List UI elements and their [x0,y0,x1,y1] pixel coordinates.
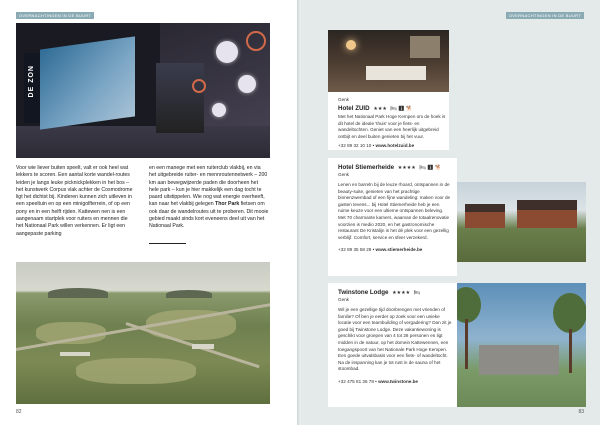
photo-cabin [479,345,559,375]
photo-light-circle [212,103,226,117]
photo-trunk [569,329,572,373]
hotel-location: Genk [338,172,349,177]
article-paragraph: Voor wie liever buiten speelt, valt er ook heel wat lekkers te scoren. Een aantal korte wandel-routes leiden je langs leuke picknickplekken in het bos – het kunstwerk Corpus vlak achter de Cosmodrome ligt het dichtst bij. Kinderen kunnen zich uitleven in een speeltuin en op een minigolfterrein, of op een pony en in een helft rijden. Kattewen nen is een aangenaam startplek voor ruiters en mennen die het Nationaal Park willen verkennen. Er ligt een aangepaste parking [16,165,133,237]
hotel-stars: ★★★★ [397,165,416,171]
right-page [301,0,600,425]
museum-interior-photo [16,23,270,158]
hotel-name-text: Hotel Stiemerheide [338,164,395,171]
hotel-card-twinstone [328,283,457,407]
hotel-card-zuid [328,92,449,150]
article-column-1 [16,165,136,238]
hotel-zuid-photo [328,30,449,92]
article-text: fietsen om ook daar de wandelroutes uit te proberen. Dit mooie gebied maakt sinds kort eveneens deel uit van het Nationaal Park. [149,201,269,230]
hotel-name [338,105,446,112]
hotel-phone: +32 89 35 58 28 [338,247,372,253]
twinstone-lodge-photo [457,283,586,407]
hotel-description: Lenen en barreln bij de leuze rhoard, ontspannen in de beauty-suite, genieten van het prachtige binnenzwembad of een fijne wandeling: maken voor de gasten tevens... bij Hotel Stiemerheide heb je een ruime keuze voor een ultieme ontspannen beleving. Met 70 charmante kamers, waarvan de totaalrenovatie voorzien is medio 2020, en het gastronomische restaurant De Kristalijn is het dé plek voor een gezellig verblijf. Comfort, service en sfeer verzekerd. [338,182,451,240]
photo-bed [366,66,426,80]
left-page [0,0,297,425]
hotel-website[interactable]: www.stiemerheide.be [375,247,423,253]
hotel-name [338,164,452,171]
hotel-name [338,289,452,296]
photo-trunk [465,319,468,369]
photo-building [465,212,505,228]
hotel-contact: +32 89 35 58 28 • www.stiemerheide.be [338,247,423,253]
photo-tree [457,287,481,323]
hotel-location: Genk [338,297,349,302]
amenity-icons: 🛏 ℹ 🐕 [390,106,413,112]
photo-red-ring [192,79,206,93]
page-number: 83 [578,409,584,415]
photo-sign-text: DE ZON [28,65,35,98]
photo-red-ring [246,31,266,51]
photo-field [76,358,196,384]
amenity-icons: 🛏 ℹ 🐕 [419,165,442,171]
hotel-name-text: Twinstone Lodge [338,289,389,296]
photo-roof [517,200,577,210]
running-header-left: OVERNACHTINGEN IN DE BUURT [16,12,94,19]
photo-building [60,352,90,356]
article-bold-text: Thor Park [215,201,240,208]
hotel-stars: ★★★★ [392,290,411,296]
photo-stand [156,63,204,133]
hotel-location: Genk [338,97,349,102]
article-paragraph [149,165,269,231]
hotel-stars: ★★★ [373,106,387,112]
photo-blue-panel [40,36,135,129]
hotel-phone: +32 475 81 36 78 [338,378,374,384]
hotel-description: Met het Nationaal Park Hoge Kempen om de hoek is dit hotel de ideale 'thuis' voor je fiets- en wandeltochten. Geniet van een heerlijk uitgebreid ontbijt en deel buiten genieten bij het vuur. [338,114,446,139]
photo-window [410,36,440,58]
photo-floor [16,126,270,158]
hotel-name-text: Hotel ZUID [338,105,370,112]
hotel-description: Wil je een gezellige tijd doorbrengen met vrienden of familie? Of ben je eerder op zoek voor een unieke locatie voor een teambuilding of vergadering? Dan zit je goed bij Twinstone Lodge. Deze vakantiewoning is geschikt voor groepen van 4 tot 28 personen en ligt midden in de natuur, op het domein Kattewennen, een toegangspoort van het Nationale Park Hoge Kempen. Een goede uitvalsbasis voor een fiets- of wandeltocht. Na de inspanning kan je tot rust in de sauna of het stoombad. [338,307,452,372]
hotel-website[interactable]: www.twinstone.be [378,378,418,384]
running-header-right: OVERNACHTINGEN IN DE BUURT [506,12,584,19]
amenity-icons: 🛏 [413,290,421,296]
landscape-aerial-photo [16,262,270,404]
photo-hill [166,290,212,298]
page-number: 82 [16,409,22,415]
photo-light-circle [238,75,256,93]
article-text: en een manege met een ruiterclub vlakbij, en via het uitgebreide ruiter- en mennroutennetwerk – 200 km aan bewegwijzerde paden die doorheen het hele park – kun je hier makkelijk een dag tocht te paard uitstippelen. Wie nog wat energie overheeft, kan naar het vlakbij gelegen [149,165,268,208]
photo-building [192,344,214,349]
photo-building [517,210,577,228]
photo-tree [553,293,586,333]
photo-light-circle [216,41,238,63]
photo-roof [465,204,505,212]
hotel-phone: +32 89 32 10 10 [338,143,372,149]
photo-hill [48,288,108,298]
article-column-2 [149,165,269,231]
hotel-stiemerheide-photo [457,182,586,262]
hotel-website[interactable]: www.hotelzuid.be [375,143,415,149]
article-end-rule [149,243,186,244]
hotel-contact: +32 475 81 36 78 • www.twinstone.be [338,378,418,384]
hotel-card-stiemerheide [328,158,457,276]
photo-lamp [346,40,356,50]
hotel-contact: +32 89 32 10 10 • www.hotelzuid.be [338,143,415,149]
